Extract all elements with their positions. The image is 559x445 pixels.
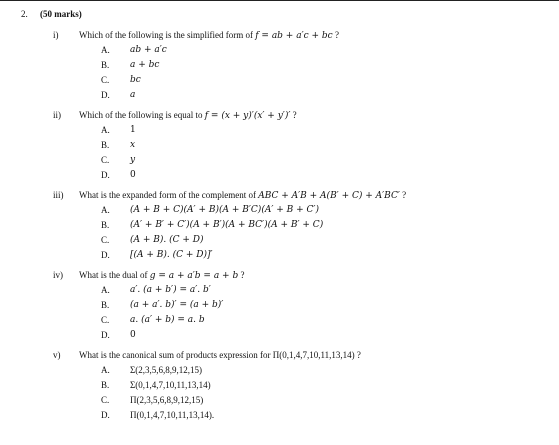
stem-math: g = a + a′b = a + b (149, 271, 239, 281)
option-text: [(A + B). (C + D)]′ (130, 250, 213, 260)
option-text: a (130, 90, 136, 100)
option-letter: A. (101, 125, 110, 135)
option-text: Σ(0,1,4,7,10,11,13,14) (130, 380, 211, 390)
option-letter: B. (101, 300, 110, 310)
option-letter: C. (101, 395, 110, 405)
option-text: (A + B + C)(A′ + B)(A + B′C)(A′ + B + C′) (130, 205, 319, 215)
option-text: (a + a′. b)′ = (a + b)′ (130, 300, 224, 310)
part-label: iii) (53, 190, 64, 200)
top-rule (0, 0, 559, 1)
part-stem: What is the expanded form of the complement of ABC + A′B + A(B′ + C) + A′BC′ ? (79, 190, 407, 201)
option-letter: D. (101, 90, 110, 100)
option-text: (A′ + B′ + C′)(A + B′)(A + BC′)(A + B′ + C) (130, 220, 324, 230)
question-number: 2. (21, 9, 28, 19)
option-letter: A. (101, 45, 110, 55)
part-label: iv) (53, 270, 63, 280)
part-label: i) (53, 30, 59, 40)
stem-math: ABC + A′B + A(B′ + C) + A′BC′ (258, 191, 400, 201)
option-text: x (130, 140, 136, 150)
option-letter: A. (101, 285, 110, 295)
option-text: Σ(2,3,5,6,8,9,12,15) (130, 365, 202, 375)
option-letter: D. (101, 250, 110, 260)
option-letter: A. (101, 365, 110, 375)
option-text: y (130, 155, 136, 165)
option-text: 0 (130, 330, 136, 340)
option-text: a′. (a + b′) = a′. b′ (130, 285, 211, 295)
option-text: Π(0,1,4,7,10,11,13,14). (130, 410, 215, 420)
option-text: ab + a′c (130, 45, 167, 55)
option-text: 1 (130, 125, 136, 135)
option-letter: D. (101, 330, 110, 340)
option-text: 0 (130, 170, 136, 180)
stem-math: f = ab + a′c + bc (255, 31, 333, 41)
part-stem: Which of the following is the simplified form of f = ab + a′c + bc ? (79, 30, 339, 41)
option-letter: C. (101, 155, 110, 165)
option-letter: B. (101, 140, 110, 150)
part-stem: What is the canonical sum of products expression for Π(0,1,4,7,10,11,13,14) ? (79, 350, 361, 360)
option-text: Π(2,3,5,6,8,9,12,15) (130, 395, 204, 405)
option-letter: C. (101, 315, 110, 325)
option-text: bc (130, 75, 141, 85)
part-label: v) (53, 350, 61, 360)
option-letter: D. (101, 410, 110, 420)
stem-math: f = (x + y)′(x′ + y′)′ (204, 111, 291, 121)
option-text: a. (a′ + b) = a. b (130, 315, 205, 325)
question-marks: (50 marks) (40, 9, 82, 19)
option-text: a + bc (130, 60, 160, 70)
part-stem: What is the dual of g = a + a′b = a + b ? (79, 270, 245, 281)
option-letter: C. (101, 235, 110, 245)
option-text: (A + B). (C + D) (130, 235, 204, 245)
part-stem: Which of the following is equal to f = (x + y)′(x′ + y′)′ ? (79, 110, 297, 121)
option-letter: B. (101, 380, 110, 390)
option-letter: D. (101, 170, 110, 180)
option-letter: B. (101, 220, 110, 230)
option-letter: B. (101, 60, 110, 70)
option-letter: C. (101, 75, 110, 85)
part-label: ii) (53, 110, 61, 120)
option-letter: A. (101, 205, 110, 215)
